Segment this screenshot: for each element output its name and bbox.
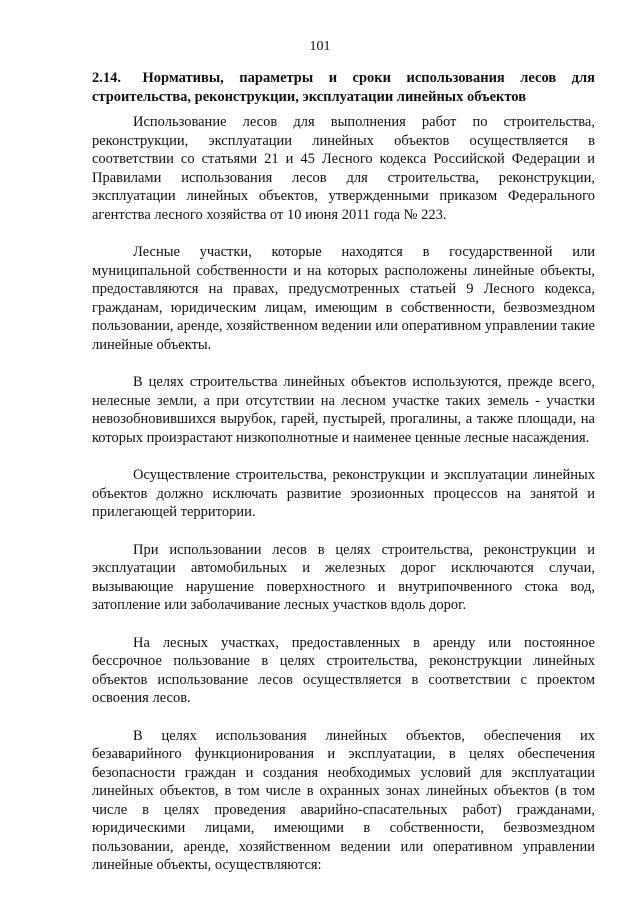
paragraph: Осуществление строительства, реконструкции и эксплуатации линейных объектов должно исключать развитие эрозионных процессов на занятой и прилегающей территории. xyxy=(92,467,595,520)
section-number: 2.14. xyxy=(92,70,121,86)
paragraph: Использование лесов для выполнения работ по строительства, реконструкции, эксплуатации линейных объектов осуществляется в соответствии со статьями 21 и 45 Лесного кодекса Российской Федерации и Правилами использования лесов для строительства, реконструкции, эксплуатации линейных объектов, утвержденными приказом Федерального агентства лесного хозяйства от 10 июня 2011 года № 223. xyxy=(92,114,595,223)
paragraph: На лесных участках, предоставленных в аренду или постоянное бессрочное пользование в целях строительства, реконструкции линейных объектов использование лесов осуществляется в соответствии с проектом освоения лесов. xyxy=(92,634,595,706)
page-number: 101 xyxy=(309,39,331,54)
section-heading xyxy=(92,69,595,106)
paragraph: В целях использования линейных объектов, обеспечения их безаварийного функционирования и эксплуатации, в целях обеспечения безопасности граждан и создания необходимых условий для эксплуатации линейных объектов, в том числе в охранных зонах линейных объектов (в том числе в целях проведения аварийно-спасательных работ) гражданами, юридическими лицами, имеющими в собственности, безвозмездном пользовании, аренде, хозяйственном ведении или оперативном управлении линейные объекты, осуществляются: xyxy=(92,727,595,873)
paragraph: При использовании лесов в целях строительства, реконструкции и эксплуатации автомобильных и железных дорог исключаются случаи, вызывающие нарушение поверхностного и внутрипочвенного стока вод, затопление или заболачивание лесных участков вдоль дорог. xyxy=(92,541,595,613)
paragraph: Лесные участки, которые находятся в государственной или муниципальной собственности и на которых расположены линейные объекты, предоставляются на правах, предусмотренных статьей 9 Лесного кодекса, гражданам, юридическим лицам, имеющим в собственности, безвозмездном пользовании, аренде, хозяйственном ведении или оперативном управлении такие линейные объекты. xyxy=(92,244,595,353)
body-text xyxy=(92,113,595,894)
section-title: Нормативы, параметры и сроки использования лесов для строительства, реконструкции, эксплуатации линейных объектов xyxy=(92,70,595,105)
paragraph: В целях строительства линейных объектов используются, прежде всего, нелесные земли, а при отсутствии на лесном участке таких земель - участки невозобновившихся вырубок, гарей, пустырей, прогалины, а также площади, на которых произрастают низкополнотные и наименее ценные лесные насаждения. xyxy=(92,374,595,446)
